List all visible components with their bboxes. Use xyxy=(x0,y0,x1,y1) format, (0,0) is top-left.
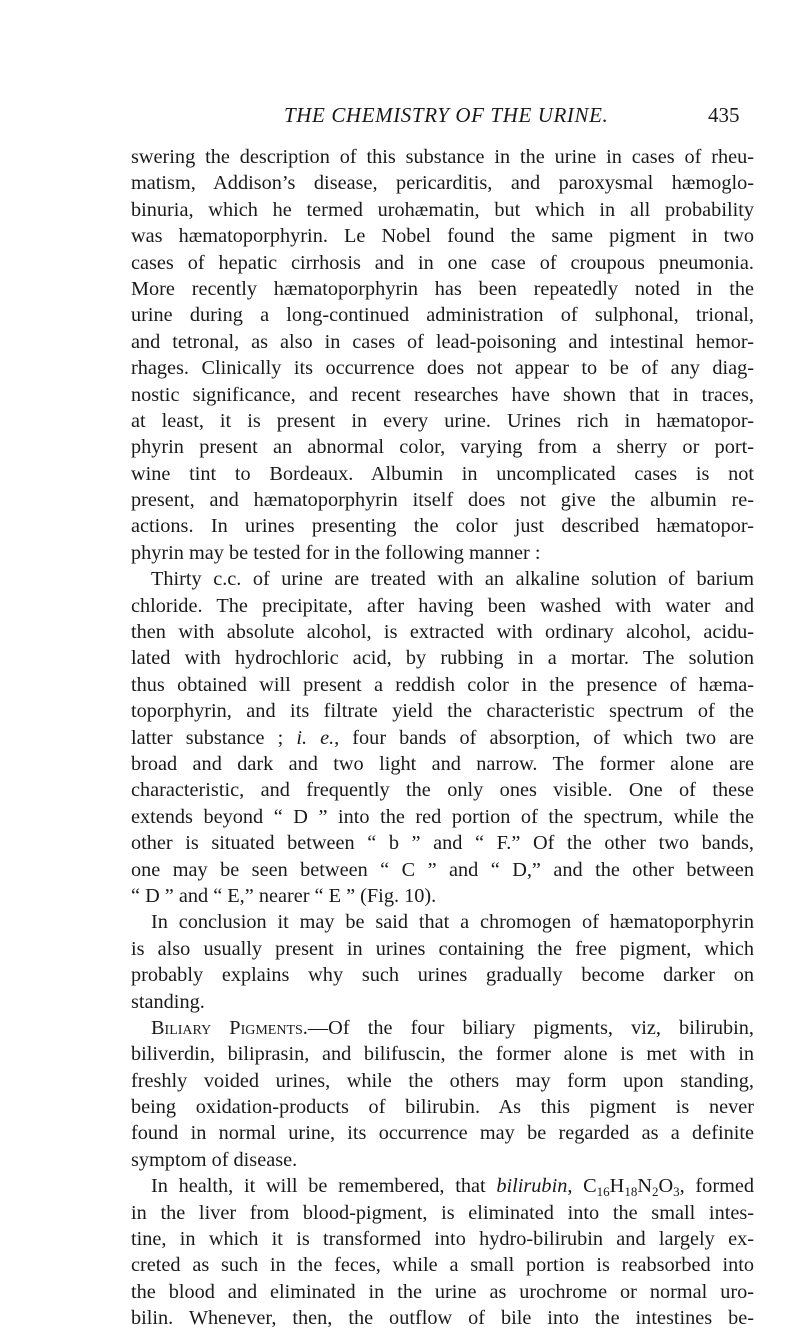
text-line: tine, in which it is transformed into hydro-bilirubin and largely ex- xyxy=(131,1228,754,1251)
subscript: 16 xyxy=(596,1184,610,1200)
text-line xyxy=(131,1173,754,1199)
text-line: phyrin may be tested for in the following manner : xyxy=(131,541,541,564)
text-run: In health, it will be remembered, that xyxy=(151,1175,497,1198)
text-run: —Of the four biliary pigments, viz, bilirubin, xyxy=(307,1016,754,1039)
text-run: , four bands of absorption, of which two are xyxy=(334,726,754,749)
text-line: is also usually present in urines containing the free pigment, which xyxy=(131,937,754,960)
text-line: was hæmatoporphyrin. Le Nobel found the same pigment in two xyxy=(131,225,754,248)
text-line: bilin. Whenever, then, the outflow of bile into the intestines be- xyxy=(131,1307,754,1330)
text-run: latter substance ; xyxy=(131,726,297,749)
text-line: rhages. Clinically its occurrence does not appear to be of any diag- xyxy=(131,357,754,380)
text-line: In conclusion it may be said that a chromogen of hæmatoporphyrin xyxy=(151,911,754,934)
subscript: 3 xyxy=(673,1184,680,1200)
text-run: , formed xyxy=(679,1175,754,1198)
text-line: being oxidation-products of bilirubin. As this pigment is never xyxy=(131,1096,754,1119)
subscript: 2 xyxy=(651,1184,659,1200)
text-line: creted as such in the feces, while a small portion is reabsorbed into xyxy=(131,1254,754,1277)
text-run: , C xyxy=(567,1175,597,1198)
italic-run: i. e. xyxy=(296,726,335,749)
text-line: wine tint to Bordeaux. Albumin in uncomplicated cases is not xyxy=(131,462,754,485)
text-line: matism, Addison’s disease, pericarditis, and paroxysmal hæmoglo- xyxy=(131,172,754,195)
text-line: characteristic, and frequently the only ones visible. One of these xyxy=(131,779,754,802)
text-line: found in normal urine, its occurrence may be regarded as a definite xyxy=(131,1122,754,1145)
text-line: biliverdin, biliprasin, and bilifuscin, the former alone is met with in xyxy=(131,1043,754,1066)
text-line: cases of hepatic cirrhosis and in one case of croupous pneumonia. xyxy=(131,251,754,274)
text-line: and tetronal, as also in cases of lead-poisoning and intestinal hemor- xyxy=(131,330,754,353)
page-header xyxy=(0,103,800,133)
text-line: More recently hæmatoporphyrin has been repeatedly noted in the xyxy=(131,277,754,300)
text-line: broad and dark and two light and narrow. The former alone are xyxy=(131,752,754,775)
text-line xyxy=(131,725,754,751)
text-line: Thirty c.c. of urine are treated with an alkaline solution of barium xyxy=(151,568,754,591)
text-line: thus obtained will present a reddish color in the presence of hæma- xyxy=(131,673,754,696)
text-line: in the liver from blood-pigment, is eliminated into the small intes- xyxy=(131,1201,754,1224)
body-text xyxy=(131,144,754,1332)
text-line: phyrin present an abnormal color, varying from a sherry or port- xyxy=(131,436,754,459)
text-line: standing. xyxy=(131,990,205,1013)
text-line: “ D ” and “ E,” nearer “ E ” (Fig. 10). xyxy=(131,884,437,907)
subscript: 18 xyxy=(624,1184,638,1200)
text-line: one may be seen between “ C ” and “ D,” and the other between xyxy=(131,858,754,881)
text-line: swering the description of this substance in the urine in cases of rheu- xyxy=(131,146,754,168)
text-line: symptom of disease. xyxy=(131,1148,298,1171)
text-line: other is situated between “ b ” and “ F.” Of the other two bands, xyxy=(131,832,754,855)
text-line: toporphyrin, and its filtrate yield the characteristic spectrum of the xyxy=(131,700,754,723)
text-line: extends beyond “ D ” into the red portion of the spectrum, while the xyxy=(131,805,754,828)
text-run: O xyxy=(658,1175,674,1198)
text-line: the blood and eliminated in the urine as urochrome or normal uro- xyxy=(131,1280,754,1303)
running-title: THE CHEMISTRY OF THE URINE. xyxy=(284,103,609,127)
text-run: N xyxy=(637,1175,652,1198)
text-line: actions. In urines presenting the color just described hæmatopor- xyxy=(131,515,754,538)
text-line: then with absolute alcohol, is extracted with ordinary alcohol, acidu- xyxy=(131,621,754,644)
text-line: present, and hæmatoporphyrin itself does not give the albumin re- xyxy=(131,489,754,512)
text-line: binuria, which he termed urohæmatin, but which in all probability xyxy=(131,198,754,221)
text-line: urine during a long-continued administration of sulphonal, trional, xyxy=(131,304,754,327)
text-line: at least, it is present in every urine. Urines rich in hæmatopor- xyxy=(131,409,754,432)
text-line: chloride. The precipitate, after having been washed with water and xyxy=(131,594,754,617)
text-line xyxy=(131,1015,754,1041)
text-line: lated with hydrochloric acid, by rubbing in a mortar. The solution xyxy=(131,647,754,670)
text-line: freshly voided urines, while the others may form upon standing, xyxy=(131,1069,754,1092)
text-line: nostic significance, and recent researches have shown that in traces, xyxy=(131,383,754,406)
text-run: H xyxy=(609,1175,625,1198)
section-heading: Biliary Pigments. xyxy=(151,1016,308,1039)
page-number: 435 xyxy=(708,103,740,127)
text-line: probably explains why such urines gradually become darker on xyxy=(131,964,754,987)
italic-run: bilirubin xyxy=(496,1175,568,1198)
